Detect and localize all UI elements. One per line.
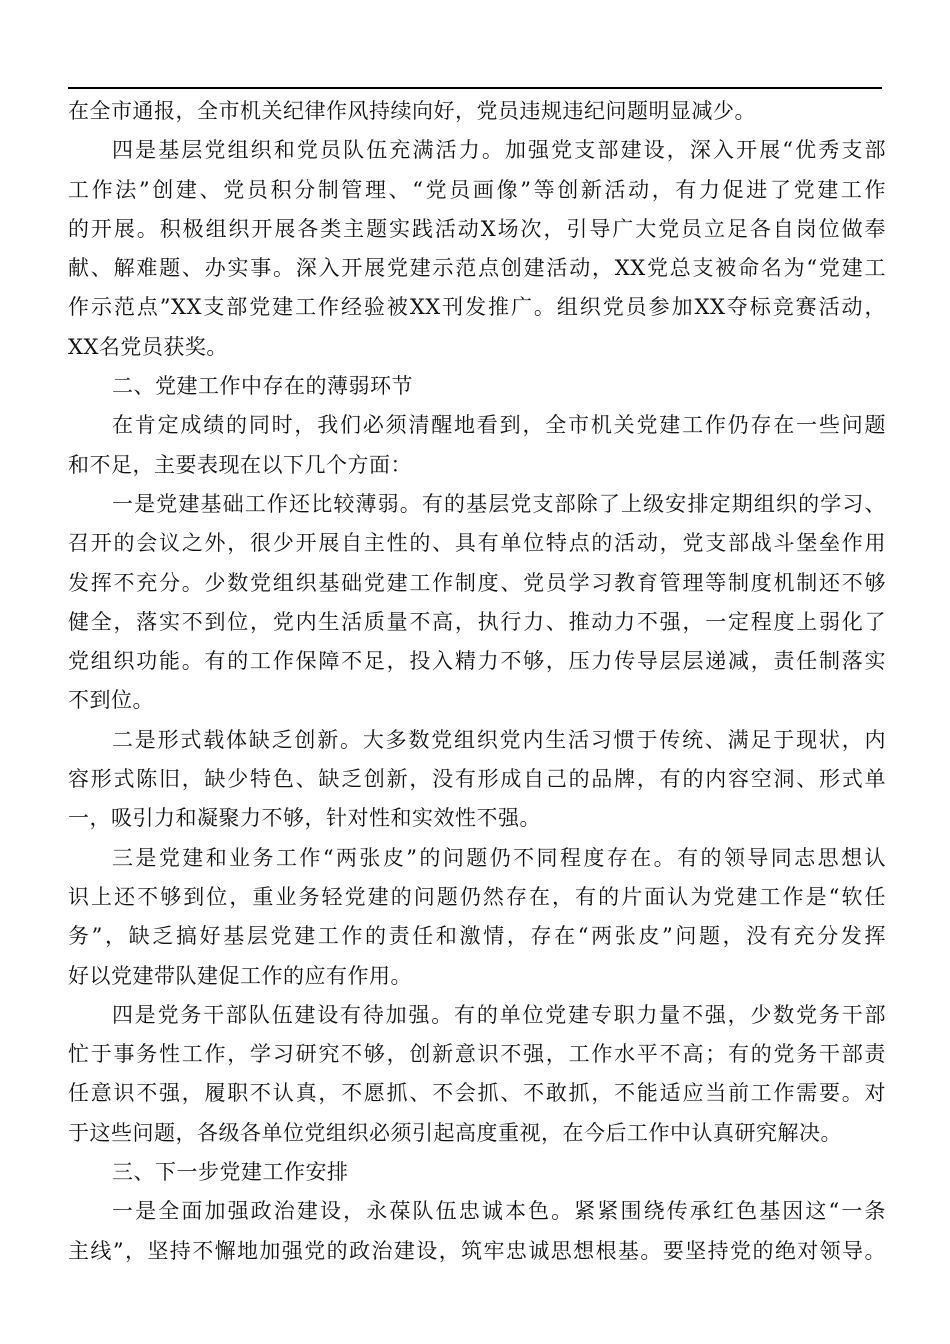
text-line: 健全，落实不到位，党内生活质量不高，执行力、推动力不强，一定程度上弱化了 [68, 609, 886, 634]
text-line: 在肯定成绩的同时，我们必须清醒地看到，全市机关党建工作仍存在一些问题 [112, 413, 886, 438]
text-line: 二、党建工作中存在的薄弱环节 [112, 374, 413, 399]
text-line: 主线”，坚持不懈地加强党的政治建设，筑牢忠诚思想根基。要坚持党的绝对领导。 [68, 1238, 886, 1263]
text-line: 务”，缺乏搞好基层党建工作的责任和激情，存在“两张皮”问题，没有充分发挥 [68, 924, 886, 949]
text-line: 在全市通报，全市机关纪律作风持续向好，党员违规违纪问题明显减少。 [68, 99, 756, 123]
text-line: 一是党建基础工作还比较薄弱。有的基层党支部除了上级安排定期组织的学习、 [112, 491, 886, 516]
text-line: 容形式陈旧，缺少特色、缺乏创新，没有形成自己的品牌，有的内容空洞、形式单 [68, 767, 886, 792]
text-line: 发挥不充分。少数党组织基础党建工作制度、党员学习教育管理等制度机制还不够 [68, 570, 886, 595]
text-line: 二是形式载体缺乏创新。大多数党组织党内生活习惯于传统、满足于现状，内 [112, 727, 886, 752]
text-line: 作示范点”XX支部党建工作经验被XX刊发推广。组织党员参加XX夺标竞赛活动， [68, 295, 886, 320]
text-line: 三是党建和业务工作“两张皮”的问题仍不同程度存在。有的领导同志思想认 [112, 845, 886, 870]
header-rule [68, 87, 882, 89]
text-line: 党组织功能。有的工作保障不足，投入精力不够，压力传导层层递减，责任制落实 [68, 649, 886, 674]
text-line: XX名党员获奖。 [68, 334, 228, 359]
document-body [68, 92, 886, 1271]
text-line: 一是全面加强政治建设，永葆队伍忠诚本色。紧紧围绕传承红色基因这“一条 [112, 1199, 886, 1224]
text-line: 忙于事务性工作，学习研究不够，创新意识不强，工作水平不高；有的党务干部责 [68, 1042, 886, 1067]
text-line: 献、解难题、办实事。深入开展党建示范点创建活动，XX党总支被命名为“党建工 [68, 256, 886, 281]
text-line: 不到位。 [68, 688, 154, 713]
text-line: 任意识不强，履职不认真，不愿抓、不会抓、不敢抓，不能适应当前工作需要。对 [68, 1081, 886, 1106]
text-line: 四是基层党组织和党员队伍充满活力。加强党支部建设，深入开展“优秀支部 [112, 138, 886, 163]
text-line: 三、下一步党建工作安排 [112, 1160, 349, 1185]
text-line: 一，吸引力和凝聚力不够，针对性和实效性不强。 [68, 806, 541, 831]
text-line: 好以党建带队建促工作的应有作用。 [68, 963, 412, 988]
text-line: 召开的会议之外，很少开展自主性的、具有单位特点的活动，党支部战斗堡垒作用 [68, 531, 886, 556]
text-line: 工作法”创建、党员积分制管理、“党员画像”等创新活动，有力促进了党建工作 [68, 177, 886, 202]
text-line: 四是党务干部队伍建设有待加强。有的单位党建专职力量不强，少数党务干部 [112, 1002, 886, 1027]
text-line: 识上还不够到位，重业务轻党建的问题仍然存在，有的片面认为党建工作是“软任 [68, 884, 886, 909]
text-line: 于这些问题，各级各单位党组织必须引起高度重视，在今后工作中认真研究解决。 [68, 1120, 842, 1145]
text-line: 的开展。积极组织开展各类主题实践活动X场次，引导广大党员立足各自岗位做奉 [68, 216, 886, 241]
text-line: 和不足，主要表现在以下几个方面： [68, 452, 412, 477]
